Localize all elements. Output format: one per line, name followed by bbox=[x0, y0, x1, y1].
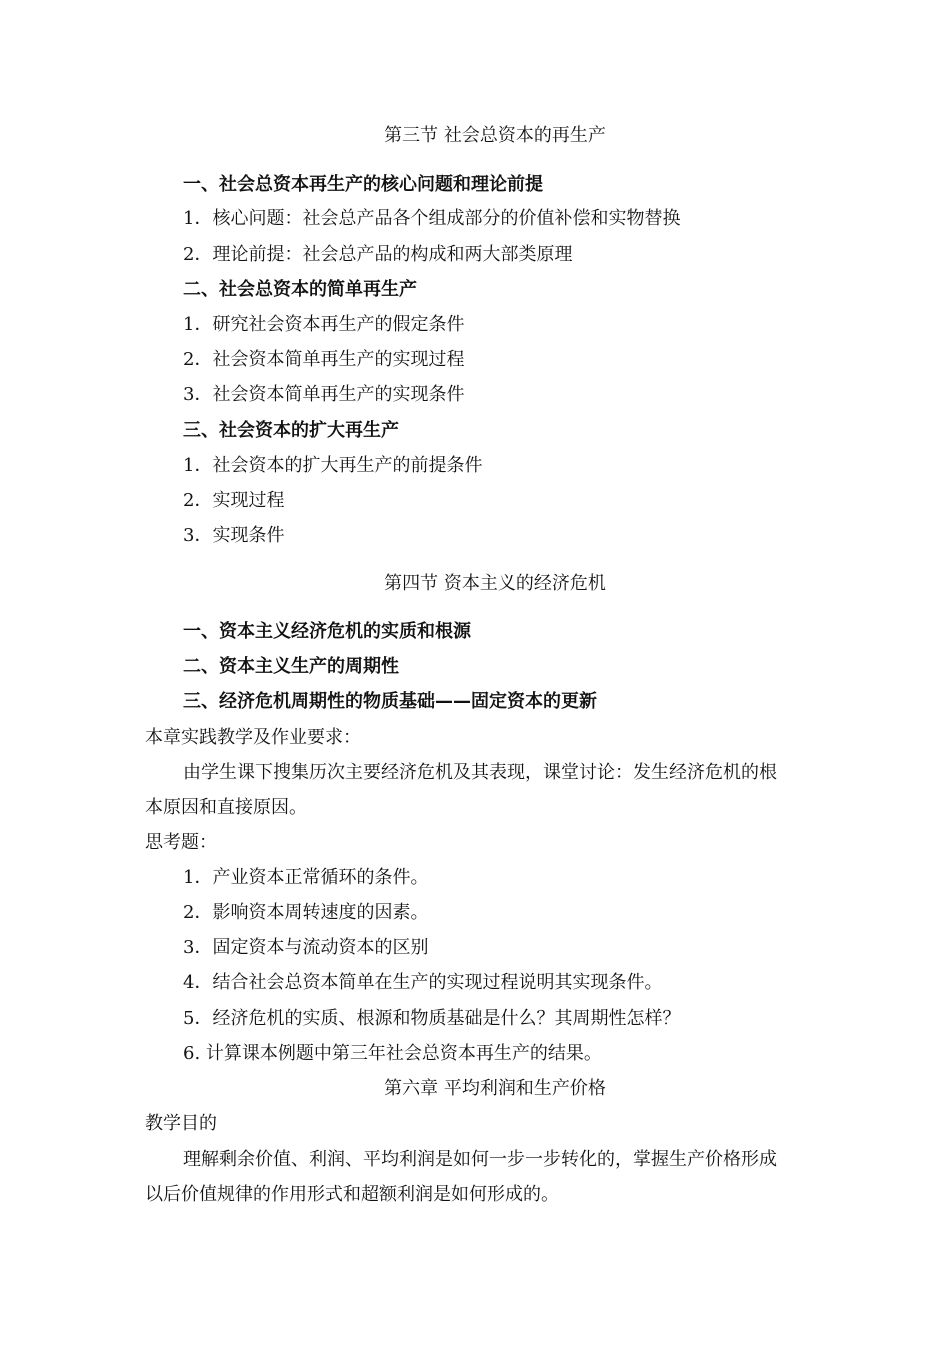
section-4-heading-1: 一、资本主义经济危机的实质和根源 bbox=[183, 621, 471, 642]
teaching-goal-heading: 教学目的 bbox=[145, 1113, 217, 1134]
section-4-heading-2: 二、资本主义生产的周期性 bbox=[183, 656, 399, 677]
chapter-6-title: 第六章 平均利润和生产价格 bbox=[384, 1078, 606, 1099]
section-3-heading-3: 三、社会资本的扩大再生产 bbox=[183, 420, 399, 441]
section-3-item: 1．研究社会资本再生产的假定条件 bbox=[183, 314, 465, 335]
question-item: 1．产业资本正常循环的条件。 bbox=[183, 867, 429, 888]
teaching-goal-text: 以后价值规律的作用形式和超额利润是如何形成的。 bbox=[145, 1184, 559, 1205]
question-item: 3．固定资本与流动资本的区别 bbox=[183, 937, 429, 958]
section-3-item: 2．理论前提：社会总产品的构成和两大部类原理 bbox=[183, 244, 573, 265]
section-4-heading-3: 三、经济危机周期性的物质基础——固定资本的更新 bbox=[183, 691, 597, 712]
practice-heading: 本章实践教学及作业要求： bbox=[145, 727, 361, 748]
question-item: 5．经济危机的实质、根源和物质基础是什么？其周期性怎样？ bbox=[183, 1008, 681, 1029]
section-3-heading-1: 一、社会总资本再生产的核心问题和理论前提 bbox=[183, 174, 543, 195]
section-3-item: 1．核心问题：社会总产品各个组成部分的价值补偿和实物替换 bbox=[183, 208, 681, 229]
teaching-goal-text: 理解剩余价值、利润、平均利润是如何一步一步转化的，掌握生产价格形成 bbox=[183, 1149, 777, 1170]
section-3-item: 2．实现过程 bbox=[183, 490, 285, 511]
section-3-item: 3．社会资本简单再生产的实现条件 bbox=[183, 384, 465, 405]
question-item: 6. 计算课本例题中第三年社会总资本再生产的结果。 bbox=[183, 1043, 602, 1064]
section-3-heading-2: 二、社会总资本的简单再生产 bbox=[183, 279, 417, 300]
section-4-title: 第四节 资本主义的经济危机 bbox=[384, 573, 606, 594]
section-3-title: 第三节 社会总资本的再生产 bbox=[384, 125, 606, 146]
question-item: 4．结合社会总资本简单在生产的实现过程说明其实现条件。 bbox=[183, 972, 663, 993]
practice-text: 本原因和直接原因。 bbox=[145, 797, 307, 818]
question-item: 2．影响资本周转速度的因素。 bbox=[183, 902, 429, 923]
section-3-item: 2．社会资本简单再生产的实现过程 bbox=[183, 349, 465, 370]
questions-heading: 思考题： bbox=[145, 832, 217, 853]
section-3-item: 3．实现条件 bbox=[183, 525, 285, 546]
section-3-item: 1．社会资本的扩大再生产的前提条件 bbox=[183, 455, 483, 476]
practice-text: 由学生课下搜集历次主要经济危机及其表现，课堂讨论：发生经济危机的根 bbox=[183, 762, 777, 783]
